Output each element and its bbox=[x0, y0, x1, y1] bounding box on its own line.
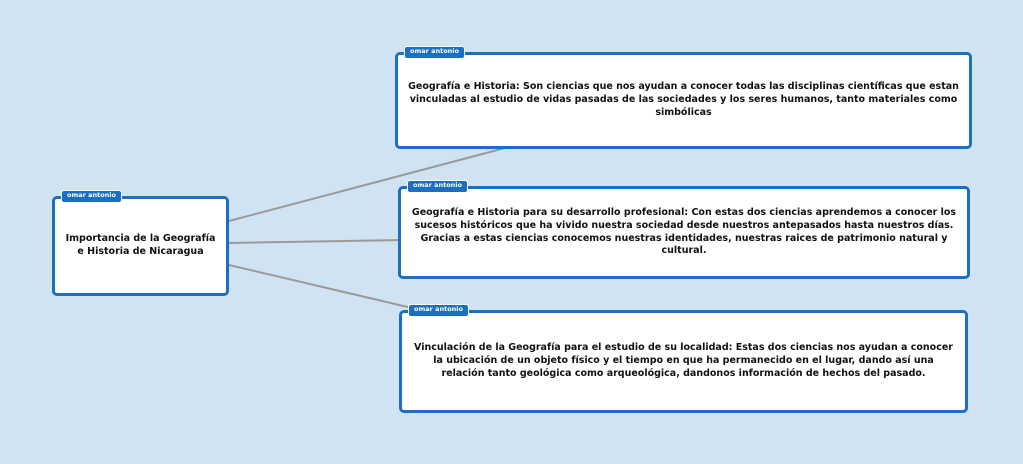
subtopic-text: Geografía e Historia para su desarrollo profesional: Con estas dos ciencias aprendemos a conocer los sucesos históricos que ha vivido nuestra sociedad desde nuestros antepasados hasta nuestros días. Gracias a estas ciencias conocemos nuestras identidades, nuestras raices de patrimonio natural y cultural. bbox=[411, 206, 957, 257]
subtopic-text: Vinculación de la Geografía para el estudio de su localidad: Estas dos ciencias nos ayudan a conocer la ubicación de un objeto físico y el tiempo en que ha permanecido en el lugar, dando así una relación tanto geológica como arqueológica, dandonos información de hechos del pasado. bbox=[414, 342, 953, 379]
subtopic-text: Geografía e Historia: Son ciencias que nos ayudan a conocer todas las disciplinas científicas que estan vinculadas al estudio de vidas pasadas de las sociedades y los seres humanos, tanto materiales como simbólicas bbox=[408, 81, 959, 118]
author-tag: omar antonio bbox=[404, 46, 465, 59]
central-topic-node[interactable] bbox=[52, 191, 229, 296]
subtopic-node-definition[interactable] bbox=[395, 47, 972, 149]
subtopic-node-professional-development[interactable] bbox=[398, 181, 970, 279]
author-tag: omar antonio bbox=[61, 190, 122, 203]
subtopic-node-local-study[interactable] bbox=[399, 305, 968, 413]
author-tag: omar antonio bbox=[408, 304, 469, 317]
author-tag: omar antonio bbox=[407, 180, 468, 193]
central-topic-text: Importancia de la Geografía e Historia de Nicaragua bbox=[65, 233, 216, 257]
connector-line-2 bbox=[229, 240, 400, 243]
connector-line-3 bbox=[229, 265, 412, 308]
